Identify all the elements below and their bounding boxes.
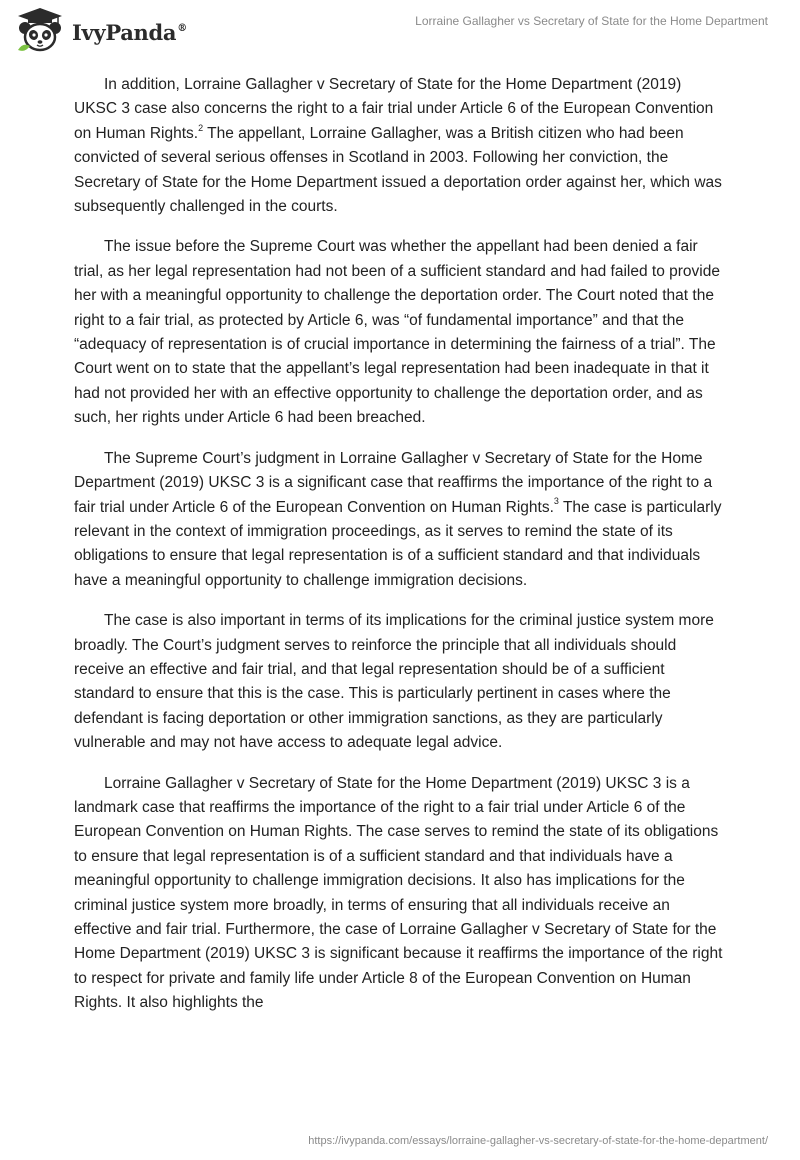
brand-name: IvyPanda®: [72, 19, 187, 45]
page-header: [0, 0, 800, 60]
registered-mark: ®: [177, 22, 187, 34]
panda-graduate-icon: [14, 6, 66, 56]
footnote-ref-3[interactable]: 3: [553, 496, 559, 507]
paragraph-5: Lorraine Gallagher v Secretary of State for the Home Department (2019) UKSC 3 is a landmark case that reaffirms the importance of the right to a fair trial under Article 6 of the European Convention on Human Rights. The case serves to remind the state of its obligations to ensure that legal representation is of a sufficient standard and that individuals have a meaningful opportunity to challenge immigration decisions. It also has implications for the criminal justice system more broadly, in terms of ensuring that all individuals receive an effective and fair trial. Furthermore, the case of Lorraine Gallagher v Secretary of State for the Home Department (2019) UKSC 3 is significant because it reaffirms the importance of the right to respect for private and family life under Article 8 of the European Convention on Human Rights. It also highlights the: [74, 774, 723, 1012]
paragraph-4: The case is also important in terms of its implications for the criminal justice system more broadly. The Court’s judgment serves to reinforce the principle that all individuals should receive an effective and fair trial, and that legal representation should be of a sufficient standard to ensure that this is the case. This is particularly pertinent in cases where the defendant is facing deportation or other immigration sanctions, as they are particularly vulnerable and may not have access to adequate legal advice.: [74, 612, 714, 752]
essay-body: [74, 73, 724, 1032]
paragraph-2: The issue before the Supreme Court was whether the appellant had been denied a fair trial, as her legal representation had not been of a sufficient standard and had failed to provide her with a meaningful opportunity to challenge the deportation order. The Court noted that the right to a fair trial, as protected by Article 6, was “of fundamental importance” and that the “adequacy of representation is of crucial importance in determining the fairness of a trial”. The Court went on to state that the appellant’s legal representation had been inadequate in that it had not provided her with an effective opportunity to challenge the deportation order, and as such, her rights under Article 6 had been breached.: [74, 238, 720, 427]
source-url[interactable]: https://ivypanda.com/essays/lorraine-gallagher-vs-secretary-of-state-for-the-home-department/: [308, 1135, 768, 1147]
paragraph-3: The Supreme Court’s judgment in Lorraine Gallagher v Secretary of State for the Home Department (2019) UKSC 3 is a significant case that reaffirms the importance of the right to a fair trial under Article 6 of the European Convention on Human Rights.$^3$ The case is particularly relevant in the context of immigration proceedings, as it serves to remind the state of its obligations to ensure that legal representation is of a sufficient standard and that individuals have a meaningful opportunity to challenge immigration decisions.: [74, 449, 722, 589]
document-title: Lorraine Gallagher vs Secretary of State for the Home Department: [415, 14, 768, 28]
brand-logo[interactable]: [14, 6, 187, 56]
footnote-ref-2[interactable]: 2: [198, 122, 204, 133]
paragraph-1: In addition, Lorraine Gallagher v Secretary of State for the Home Department (2019) UKSC 3 case also concerns the right to a fair trial under Article 6 of the European Convention on Human Rights.$^2$ The appellant, Lorraine Gallagher, was a British citizen who had been convicted of several serious offenses in Scotland in 2003. Following her conviction, the Secretary of State for the Home Department issued a deportation order against her, which was subsequently challenged in the courts.: [74, 76, 722, 216]
